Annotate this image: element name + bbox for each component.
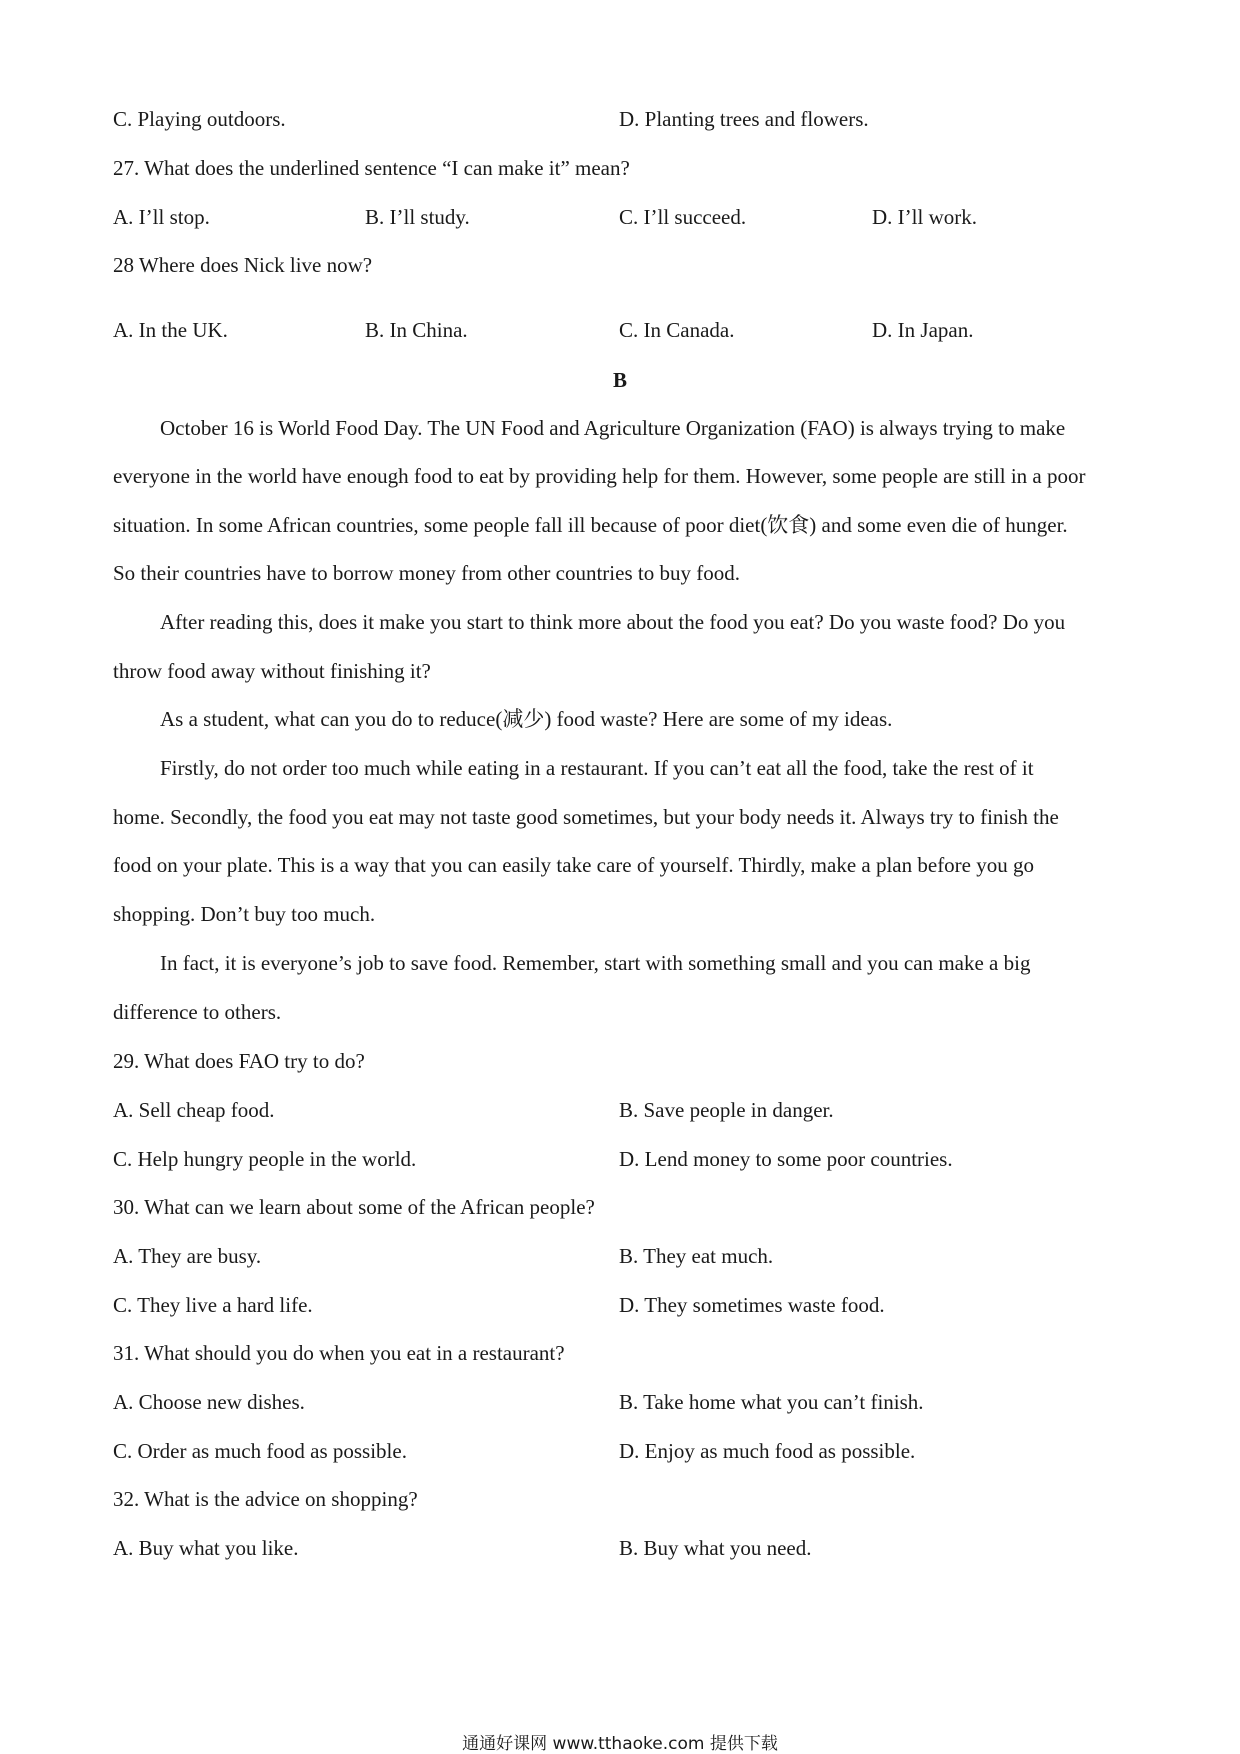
passage-line: everyone in the world have enough food to eat by providing help for them. However, some people are still in a poor (113, 464, 1086, 488)
q30-option-c: C. They live a hard life. (113, 1293, 313, 1317)
passage-line: shopping. Don’t buy too much. (113, 902, 376, 926)
q29-option-d: D. Lend money to some poor countries. (619, 1147, 953, 1171)
q28-question: 28 Where does Nick live now? (113, 253, 373, 277)
passage-line: situation. In some African countries, some people fall ill because of poor diet(饮食) and some even die of hunger. (113, 513, 1068, 537)
passage-line: After reading this, does it make you start to think more about the food you eat? Do you waste food? Do you (160, 610, 1066, 634)
q31-option-c: C. Order as much food as possible. (113, 1439, 407, 1463)
q31-question: 31. What should you do when you eat in a restaurant? (113, 1341, 565, 1365)
q31-option-b: B. Take home what you can’t finish. (619, 1390, 924, 1414)
q31-option-a: A. Choose new dishes. (113, 1390, 305, 1414)
q30-question: 30. What can we learn about some of the African people? (113, 1195, 595, 1219)
q30-option-a: A. They are busy. (113, 1244, 262, 1268)
q28-option-c: C. In Canada. (619, 318, 735, 342)
q27-question: 27. What does the underlined sentence “I can make it” mean? (113, 156, 630, 180)
passage-line: food on your plate. This is a way that you can easily take care of yourself. Thirdly, make a plan before you go (113, 853, 1034, 877)
q27-option-a: A. I’ll stop. (113, 205, 210, 229)
q27-option-d: D. I’ll work. (872, 205, 977, 229)
passage-line: As a student, what can you do to reduce(减少) food waste? Here are some of my ideas. (160, 707, 893, 731)
q26-option-d: D. Planting trees and flowers. (619, 107, 869, 131)
q29-option-c: C. Help hungry people in the world. (113, 1147, 417, 1171)
q30-option-b: B. They eat much. (619, 1244, 774, 1268)
passage-line: October 16 is World Food Day. The UN Food and Agriculture Organization (FAO) is always trying to make (160, 416, 1066, 440)
q28-option-a: A. In the UK. (113, 318, 228, 342)
passage-line: In fact, it is everyone’s job to save food. Remember, start with something small and you can make a big (160, 951, 1031, 975)
q31-option-d: D. Enjoy as much food as possible. (619, 1439, 916, 1463)
footer-source: 通通好课网 www.tthaoke.com 提供下载 (462, 1734, 778, 1754)
passage-line: home. Secondly, the food you eat may not taste good sometimes, but your body needs it. Always try to finish the (113, 805, 1059, 829)
q32-option-a: A. Buy what you like. (113, 1536, 299, 1560)
section-heading: B (612, 368, 627, 392)
q27-option-c: C. I’ll succeed. (619, 205, 747, 229)
q29-question: 29. What does FAO try to do? (113, 1049, 365, 1073)
passage-line: So their countries have to borrow money from other countries to buy food. (113, 561, 740, 585)
q28-option-b: B. In China. (365, 318, 468, 342)
q29-option-b: B. Save people in danger. (619, 1098, 834, 1122)
q27-option-b: B. I’ll study. (365, 205, 470, 229)
q32-option-b: B. Buy what you need. (619, 1536, 812, 1560)
passage-line: throw food away without finishing it? (113, 659, 431, 683)
q29-option-a: A. Sell cheap food. (113, 1098, 275, 1122)
q26-option-c: C. Playing outdoors. (113, 107, 286, 131)
q28-option-d: D. In Japan. (872, 318, 974, 342)
q30-option-d: D. They sometimes waste food. (619, 1293, 885, 1317)
passage-line: difference to others. (113, 1000, 282, 1024)
passage-line: Firstly, do not order too much while eating in a restaurant. If you can’t eat all the food, take the rest of it (160, 756, 1034, 780)
q32-question: 32. What is the advice on shopping? (113, 1487, 418, 1511)
